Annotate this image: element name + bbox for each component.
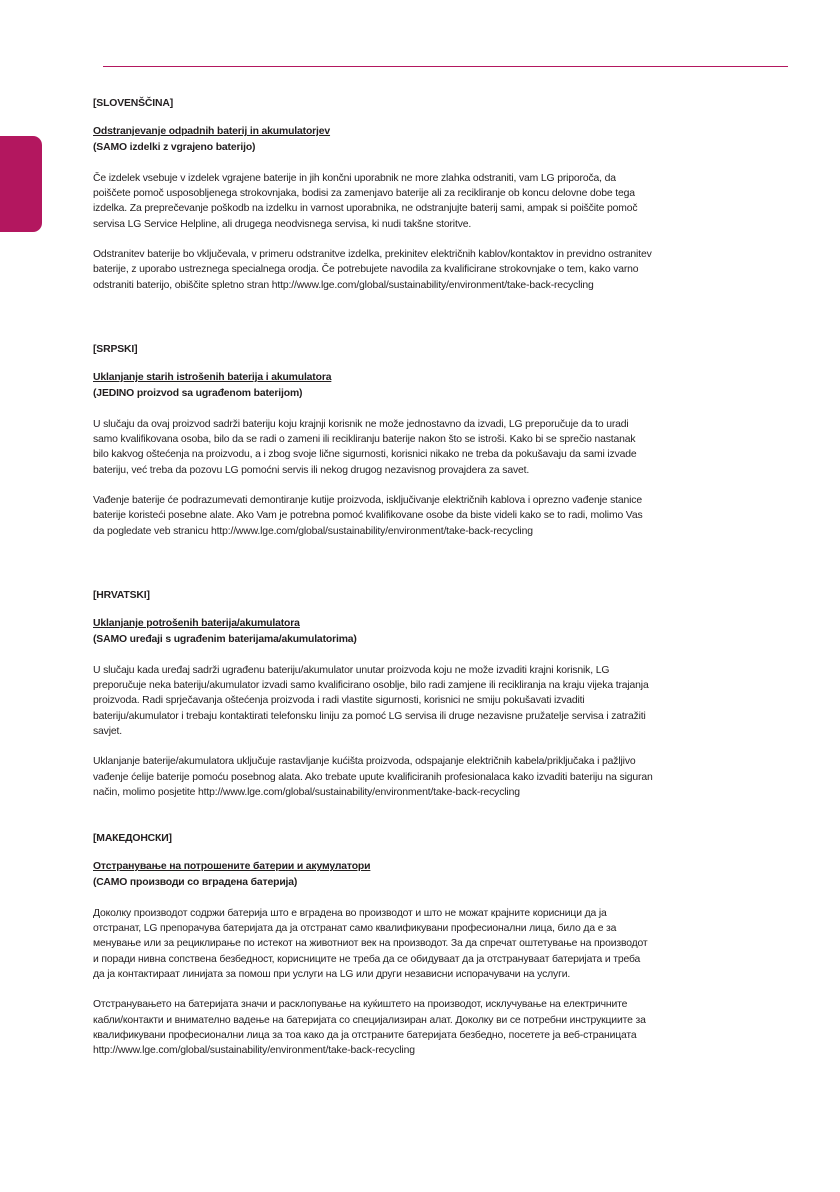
section-makedonski [93, 831, 653, 1074]
section-paragraph: Отстранувањето на батеријата значи и расклопување на куќиштето на производот, исклучување на електричните кабли/контакти и внимателно вадење на батеријата со специјализиран алат. Доколку ви се потребни инструкциите за квалификувани професионални лица за тоа како да ја отстраните батеријата безбедно, посетете ја веб-страницата http://www.lge.com/global/sustainability/environment/take-back-recycling [93, 999, 646, 1057]
section-paragraph: U slučaju da ovaj proizvod sadrži bateriju koju krajnji korisnik ne može jednostavno da izvadi, LG preporučuje da to uradi samo kvalifikovana osoba, bilo da se radi o zameni ili recikliranju baterije nakon što se istroši. Kako bi se sprečio nastanak bilo kakvog oštećenja na proizvodu, a i zbog svoje lične sigurnosti, korisnici nikako ne treba da pokušavaju da sami izvade bateriju, već treba da pozovu LG pomoćni servis ili nekog drugog nezavisnog provajdera za savet. [93, 418, 637, 476]
header-rule [103, 66, 788, 67]
section-language-label: [HRVATSKI] [93, 590, 150, 601]
section-language-label: [SRPSKI] [93, 344, 138, 355]
section-hrvatski [93, 588, 653, 815]
section-heading: Отстранување на потрошените батерии и акумулатори [93, 861, 371, 873]
section-paragraph: U slučaju kada uređaj sadrži ugrađenu bateriju/akumulator unutar proizvoda koju ne može izvaditi krajni korisnik, LG preporučuje neka bateriju/akumulator izvadi samo kvalificirano osoblje, bilo radi zamjene ili recikliranja na kraju vijeka trajanja proizvoda. Radi sprječavanja oštećenja proizvoda i radi vlastite sigurnosti, korisnici ne smiju pokušavati izvaditi bateriju/akumulator i trebaju kontaktirati telefonsku liniju za pomoć LG servisa ili druge nezavisne pružatelje servisa i zatražiti savjet. [93, 664, 649, 738]
section-paragraph: Odstranitev baterije bo vključevala, v primeru odstranitve izdelka, prekinitev električnih kablov/kontaktov in previdno ostranitev baterije, z uporabo ustreznega specialnega orodja. Če potrebujete navodila za kvalificirane strokovnjake o tem, kako varno odstraniti baterijo, obiščite spletno stran http://www.lge.com/global/sustainability/environment/take-back-recycling [93, 249, 652, 291]
section-srpski [93, 342, 653, 554]
section-heading: Uklanjanje potrošenih baterija/akumulatora [93, 618, 300, 630]
section-language-label: [МАКЕДОНСКИ] [93, 833, 172, 844]
language-side-tab [0, 136, 42, 232]
section-paragraph: Доколку производот содржи батерија што е вградена во производот и што не можат крајните корисници да ја отстранат, LG препорачува батеријата да ја отстранат само квалификувани професионални лица, било да е за менување или за рециклирање по истекот на животниот век на производот. За да спречат оштетување на производот и поради нивна сопствена безбедност, корисниците не треба да се обидуваат да ја отстрануваат батеријата и треба да ја контактираат линијата за помош при услуги на LG или други независни испорачувачи на услуги. [93, 907, 648, 981]
section-heading: Uklanjanje starih istrošenih baterija i akumulatora [93, 372, 332, 384]
section-slovenscina [93, 96, 653, 308]
section-subheading: (SAMO uređaji s ugrađenim baterijama/akumulatorima) [93, 633, 357, 645]
section-paragraph: Vađenje baterije će podrazumevati demontiranje kutije proizvoda, isključivanje električnih kablova i oprezno vađenje stanice baterije koristeći posebne alate. Ako Vam je potrebna pomoć kvalifikovane osobe da biste videli kako se to radi, molimo Vas da pogledate veb stranicu http://www.lge.com/global/sustainability/environment/take-back-recycling [93, 495, 643, 537]
section-language-label: [SLOVENŠČINA] [93, 98, 174, 109]
section-subheading: (SAMO izdelki z vgrajeno baterijo) [93, 141, 256, 153]
section-subheading: (JEDINO proizvod sa ugrađenom baterijom) [93, 387, 303, 399]
section-heading: Odstranjevanje odpadnih baterij in akumulatorjev [93, 126, 331, 138]
section-paragraph: Uklanjanje baterije/akumulatora uključuje rastavljanje kućišta proizvoda, odspajanje električnih kabela/priključaka i pažljivo vađenje ćelije baterije pomoću posebnog alata. Ako trebate upute kvalificiranih profesionalaca kako izvaditi bateriju na siguran način, molimo posjetite http://www.lge.com/global/sustainability/environment/take-back-recycling [93, 756, 653, 798]
section-subheading: (САМО производи со вградена батерија) [93, 876, 298, 888]
section-paragraph: Če izdelek vsebuje v izdelek vgrajene baterije in jih končni uporabnik ne more zlahka odstraniti, vam LG priporoča, da poiščete pomoč usposobljenega strokovnjaka, bodisi za zamenjavo baterije ali za recikliranje ob koncu delovne dobe tega izdelka. Za preprečevanje poškodb na izdelku in varnost uporabnika, ne odstranjujte baterij sami, ampak si poiščite pomoč servisa LG Service Helpline, ali drugega neodvisnega servisa, ki nudi takšne storitve. [93, 172, 638, 230]
